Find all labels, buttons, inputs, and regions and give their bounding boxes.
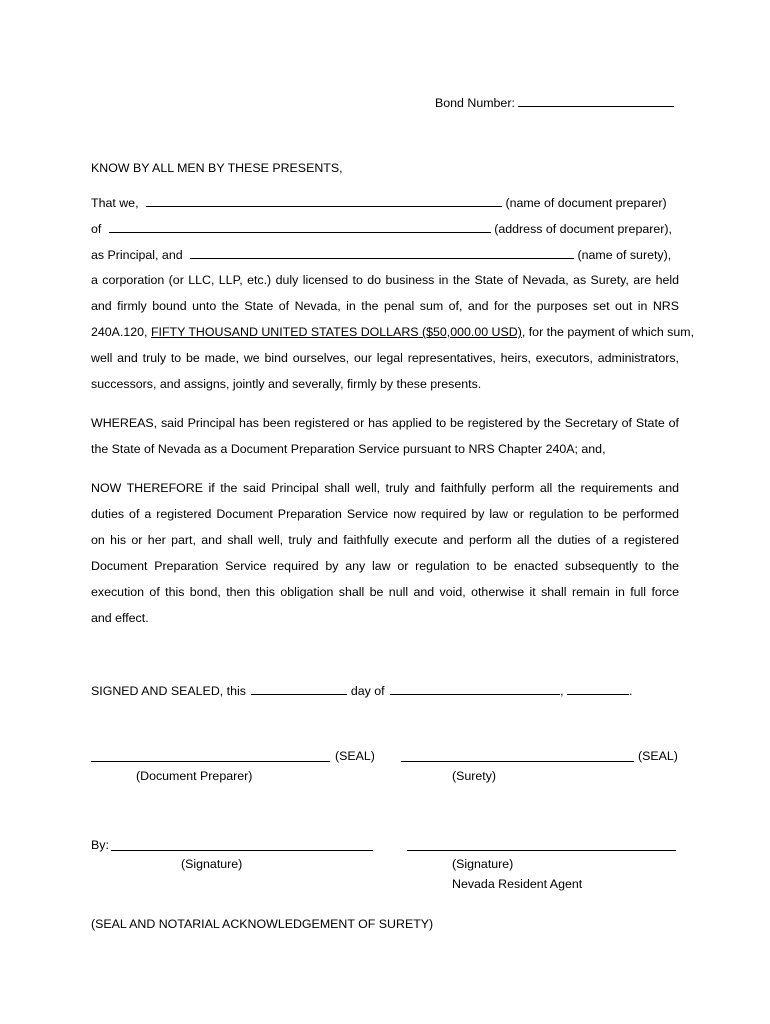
penal-sum-amount: FIFTY THOUSAND UNITED STATES DOLLARS ($50,000.00 USD) — [150, 325, 522, 339]
para1-line2: and firmly bound unto the State of Nevada, in the penal sum of, and for the purposes set out in NRS — [91, 299, 679, 313]
para1-line1: a corporation (or LLC, LLP, etc.) duly licensed to do business in the State of Nevada, as Surety, are held — [91, 273, 679, 287]
para3-line2: duties of a registered Document Preparation Service now required by law or regulation to be performed — [91, 507, 679, 521]
preparer-name-caption: (name of document preparer) — [505, 196, 667, 210]
para3-line3: on his or her part, and shall well, truly and faithfully execute and perform all the duties of a registered — [91, 533, 679, 547]
para3-line1: NOW THEREFORE if the said Principal shall well, truly and faithfully perform all the requirements and — [91, 481, 679, 495]
para1-line3 — [91, 324, 695, 340]
para3-line4: Document Preparation Service required by any law or regulation to be enacted subsequently to the — [91, 559, 679, 573]
para2-line2: the State of Nevada as a Document Preparation Service pursuant to NRS Chapter 240A; and, — [91, 442, 606, 456]
preparer-name-field[interactable] — [146, 194, 502, 207]
surety-name-caption: (name of surety), — [577, 248, 672, 262]
month-field[interactable] — [390, 682, 560, 695]
principal-line — [91, 246, 671, 263]
day-of-label: day of — [350, 684, 385, 698]
signed-sealed-label: SIGNED AND SEALED, this — [91, 684, 246, 698]
address-line — [91, 220, 672, 237]
notarial-acknowledgement: (SEAL AND NOTARIAL ACKNOWLEDGEMENT OF SURETY) — [91, 917, 434, 931]
nevada-resident-agent-caption: Nevada Resident Agent — [452, 877, 583, 891]
know-all-men-heading: KNOW BY ALL MEN BY THESE PRESENTS, — [91, 161, 343, 175]
surety-name-field[interactable] — [190, 246, 574, 259]
para1-line5: successors, and assigns, jointly and severally, firmly by these presents. — [91, 377, 482, 391]
bond-number-label: Bond Number: — [435, 96, 515, 110]
as-principal-label: as Principal, and — [91, 248, 183, 262]
bond-number-field[interactable] — [518, 94, 674, 107]
para2-line1: WHEREAS, said Principal has been registered or has applied to be registered by the Secretary of State of — [91, 416, 679, 430]
surety-seal-label: (SEAL) — [638, 749, 678, 763]
preparer-signature-caption: (Signature) — [181, 857, 243, 871]
surety-caption: (Surety) — [452, 769, 497, 783]
para3-line5: execution of this bond, then this obligation shall be null and void, otherwise it shall remain in full force — [91, 585, 679, 599]
agent-signature-line[interactable] — [407, 850, 676, 851]
that-we-line — [91, 194, 667, 211]
preparer-seal-line[interactable] — [91, 761, 330, 762]
preparer-address-caption: (address of document preparer), — [494, 222, 672, 236]
agent-signature-caption: (Signature) — [452, 857, 514, 871]
payment-clause: , for the payment of which sum, — [521, 325, 695, 339]
day-number-field[interactable] — [251, 682, 347, 695]
preparer-seal-label: (SEAL) — [335, 749, 375, 763]
para1-line4: well and truly to be made, we bind ourselves, our legal representatives, heirs, executors, administrators, — [91, 351, 679, 365]
by-label: By: — [91, 838, 109, 852]
bond-number-line — [435, 94, 674, 111]
of-label: of — [91, 222, 102, 236]
surety-seal-line[interactable] — [401, 761, 634, 762]
document-preparer-caption: (Document Preparer) — [136, 769, 253, 783]
signed-sealed-line: SIGNED AND SEALED, this day of , . — [91, 684, 633, 698]
that-we-label: That we, — [91, 196, 139, 210]
preparer-address-field[interactable] — [109, 220, 491, 233]
preparer-signature-line[interactable] — [111, 850, 373, 851]
year-field[interactable] — [567, 682, 629, 695]
para3-line6: and effect. — [91, 611, 149, 625]
nrs-reference: 240A.120, — [91, 325, 148, 339]
